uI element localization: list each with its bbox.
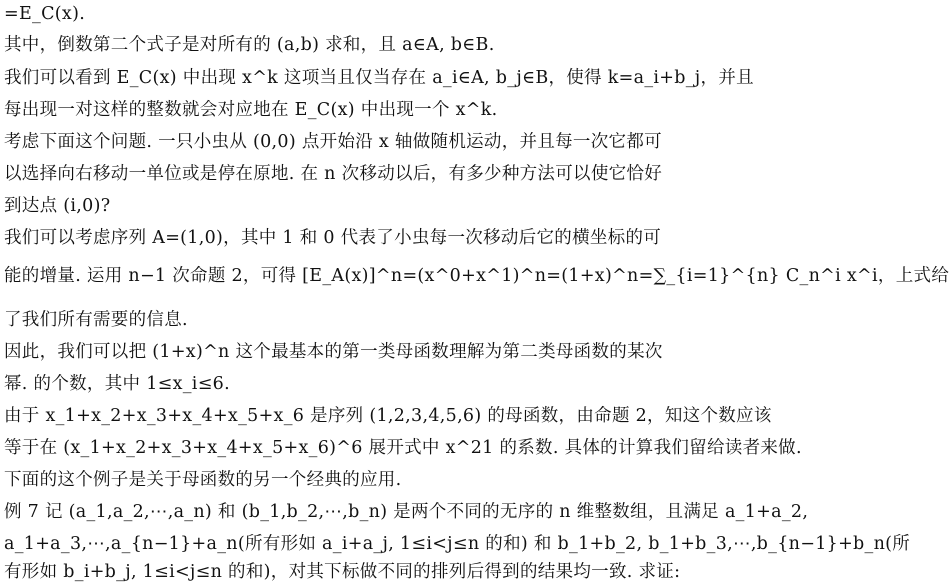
text-line: 例 7 记 (a_1,a_2,⋯,a_n) 和 (b_1,b_2,⋯,b_n) 是两个不同的无序的 n 维整数组，且满足 a_1+a_2, bbox=[4, 502, 809, 522]
text-line: 能的增量. 运用 n−1 次命题 2，可得 [E_A(x)]^n=(x^0+x^1)^n=(1+x)^n=∑_{i=1}^{n} C_n^i x^i，上式给 bbox=[4, 266, 949, 286]
text-line: 到达点 (i,0)? bbox=[4, 196, 111, 216]
text-line: 考虑下面这个问题. 一只小虫从 (0,0) 点开始沿 x 轴做随机运动，并且每一次它都可 bbox=[4, 132, 662, 152]
text-line: 以选择向右移动一单位或是停在原地. 在 n 次移动以后，有多少种方法可以使它恰好 bbox=[4, 164, 663, 184]
text-line: 由于 x_1+x_2+x_3+x_4+x_5+x_6 是序列 (1,2,3,4,5,6) 的母函数，由命题 2，知这个数应该 bbox=[4, 406, 772, 426]
text-line: 下面的这个例子是关于母函数的另一个经典的应用. bbox=[4, 470, 402, 490]
text-line: a_1+a_3,⋯,a_{n−1}+a_n(所有形如 a_i+a_j, 1≤i<j≤n 的和) 和 b_1+b_2, b_1+b_3,⋯,b_{n−1}+b_n(所 bbox=[4, 534, 911, 554]
text-line: 幂. 的个数，其中 1≤x_i≤6. bbox=[4, 374, 230, 394]
text-line: 等于在 (x_1+x_2+x_3+x_4+x_5+x_6)^6 展开式中 x^21 的系数. 具体的计算我们留给读者来做. bbox=[4, 438, 802, 458]
text-line: 每出现一对这样的整数就会对应地在 E_C(x) 中出现一个 x^k. bbox=[4, 100, 498, 120]
text-line: =E_C(x). bbox=[4, 4, 86, 24]
text-line: 我们可以看到 E_C(x) 中出现 x^k 这项当且仅当存在 a_i∈A, b_j∈B，使得 k=a_i+b_j，并且 bbox=[4, 68, 754, 88]
text-line: 因此，我们可以把 (1+x)^n 这个最基本的第一类母函数理解为第二类母函数的某次 bbox=[4, 342, 663, 362]
text-line: 其中，倒数第二个式子是对所有的 (a,b) 求和，且 a∈A, b∈B. bbox=[4, 35, 495, 55]
text-line: 我们可以考虑序列 A=(1,0)，其中 1 和 0 代表了小虫每一次移动后它的横坐标的可 bbox=[4, 228, 662, 248]
text-line: 有形如 b_i+b_j, 1≤i<j≤n 的和)，对其下标做不同的排列后得到的结果均一致. 求证: bbox=[4, 562, 681, 582]
text-line: 了我们所有需要的信息. bbox=[4, 310, 188, 330]
